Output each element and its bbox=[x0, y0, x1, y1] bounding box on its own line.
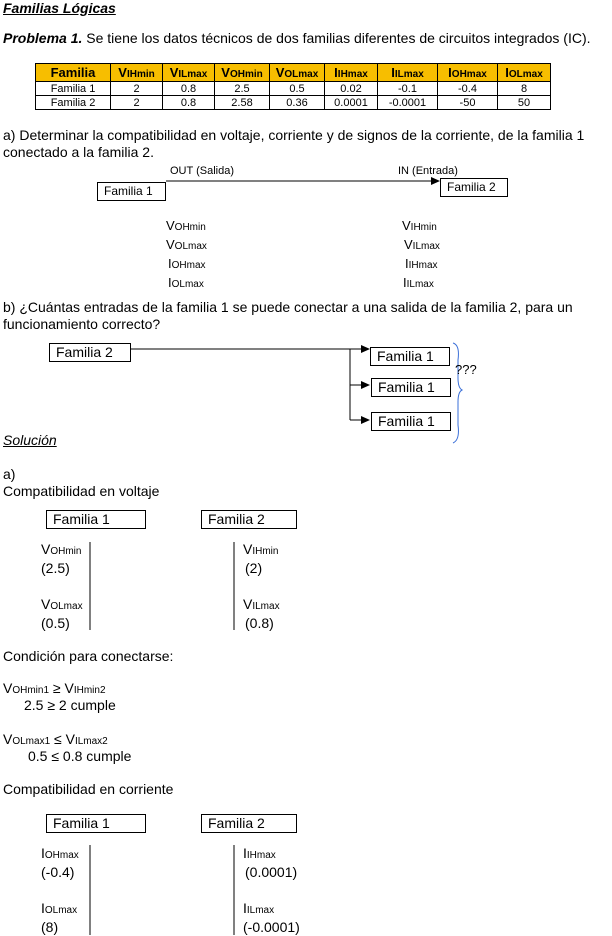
param-ioh: IOHmax bbox=[168, 256, 206, 271]
condition-2-result: 0.5 ≤ 0.8 cumple bbox=[28, 748, 132, 764]
iil-value: IILmax (-0.0001) bbox=[243, 900, 300, 935]
target-family1-box-3: Familia 1 bbox=[371, 412, 451, 431]
iol-value: IOLmax (8) bbox=[41, 900, 78, 935]
family1-box: Familia 1 bbox=[97, 182, 166, 201]
part-b-arrowhead-3 bbox=[361, 416, 370, 424]
table-header: VIHmin bbox=[111, 64, 163, 82]
current-family2-box: Familia 2 bbox=[201, 814, 297, 833]
in-label: IN (Entrada) bbox=[398, 165, 458, 177]
page-title: Familias Lógicas bbox=[3, 0, 116, 16]
current-family1-box: Familia 1 bbox=[46, 814, 146, 833]
table-header: IOLmax bbox=[498, 64, 551, 82]
question-marks: ??? bbox=[455, 362, 477, 377]
table-cell: 2 bbox=[111, 96, 163, 110]
table-cell: 50 bbox=[498, 96, 551, 110]
condition-title: Condición para conectarse: bbox=[3, 648, 174, 664]
voltage-title: Compatibilidad en voltaje bbox=[3, 483, 160, 499]
table-cell: -50 bbox=[438, 96, 498, 110]
table-cell: 2.5 bbox=[215, 82, 270, 96]
voh-value: VOHmin (2.5) bbox=[41, 541, 82, 576]
table-cell: 2 bbox=[111, 82, 163, 96]
table-cell: 0.02 bbox=[325, 82, 378, 96]
part-b-arrowhead-2 bbox=[361, 381, 370, 389]
table-header: IOHmax bbox=[438, 64, 498, 82]
vol-value: VOLmax (0.5) bbox=[41, 596, 83, 631]
table-cell: 0.36 bbox=[270, 96, 325, 110]
param-iol: IOLmax bbox=[168, 275, 204, 290]
solution-a-label: a) bbox=[3, 466, 16, 482]
right-params bbox=[402, 217, 440, 293]
table-header: IIHmax bbox=[325, 64, 378, 82]
target-family1-box-1: Familia 1 bbox=[370, 347, 450, 366]
table-header: Familia bbox=[36, 64, 111, 82]
voltage-family2-box: Familia 2 bbox=[201, 510, 297, 529]
table-cell: 2.58 bbox=[215, 96, 270, 110]
current-title: Compatibilidad en corriente bbox=[3, 781, 174, 797]
table-header: IILmax bbox=[378, 64, 438, 82]
part-b-question: b) ¿Cuántas entradas de la familia 1 se puede conectar a una salida de la familia 2, para un funcionamiento correcto? bbox=[3, 299, 573, 332]
problem-text: Se tiene los datos técnicos de dos familias diferentes de circuitos integrados (IC). bbox=[82, 30, 591, 46]
table-cell: 0.0001 bbox=[325, 96, 378, 110]
param-vih: VIHmin bbox=[402, 218, 437, 233]
param-iil: IILmax bbox=[403, 275, 434, 290]
table-cell: Familia 2 bbox=[36, 96, 111, 110]
voltage-family1-box: Familia 1 bbox=[46, 510, 146, 529]
ioh-value: IOHmax (-0.4) bbox=[41, 845, 79, 880]
table-header: VOHmin bbox=[215, 64, 270, 82]
param-voh: VOHmin bbox=[166, 218, 206, 233]
source-family2-box: Familia 2 bbox=[49, 343, 131, 362]
table-cell: -0.0001 bbox=[378, 96, 438, 110]
condition-1-result: 2.5 ≥ 2 cumple bbox=[24, 697, 116, 713]
left-params bbox=[166, 217, 207, 293]
table-cell: 0.8 bbox=[163, 96, 215, 110]
family2-box: Familia 2 bbox=[440, 178, 508, 197]
table-cell: 0.5 bbox=[270, 82, 325, 96]
target-family1-box-2: Familia 1 bbox=[371, 378, 451, 397]
condition-1: VOHmin1 ≥ VIHmin2 bbox=[3, 680, 106, 696]
iih-value: IIHmax (0.0001) bbox=[243, 845, 298, 880]
table-cell: Familia 1 bbox=[36, 82, 111, 96]
table-header: VILmax bbox=[163, 64, 215, 82]
brace-shape bbox=[453, 343, 462, 443]
vil-value: VILmax (0.8) bbox=[243, 596, 280, 631]
table-cell: -0.4 bbox=[438, 82, 498, 96]
table-cell: 8 bbox=[498, 82, 551, 96]
param-iih: IIHmax bbox=[405, 256, 438, 271]
table-cell: 0.8 bbox=[163, 82, 215, 96]
problem-label: Problema 1. bbox=[3, 30, 83, 46]
solution-label: Solución bbox=[3, 432, 57, 448]
table-cell: -0.1 bbox=[378, 82, 438, 96]
part-b-arrowhead-1 bbox=[361, 345, 370, 353]
param-vol: VOLmax bbox=[166, 237, 207, 252]
table-header: VOLmax bbox=[270, 64, 325, 82]
condition-2: VOLmax1 ≤ VILmax2 bbox=[3, 731, 108, 747]
out-label: OUT (Salida) bbox=[170, 165, 234, 177]
param-vil: VILmax bbox=[404, 237, 440, 252]
part-a-arrow-head bbox=[431, 177, 440, 185]
vih-value: VIHmin (2) bbox=[243, 541, 279, 576]
part-a-question: a) Determinar la compatibilidad en voltaje, corriente y de signos de la corriente, de la familia 1 conectado a la familia 2. bbox=[3, 127, 585, 160]
